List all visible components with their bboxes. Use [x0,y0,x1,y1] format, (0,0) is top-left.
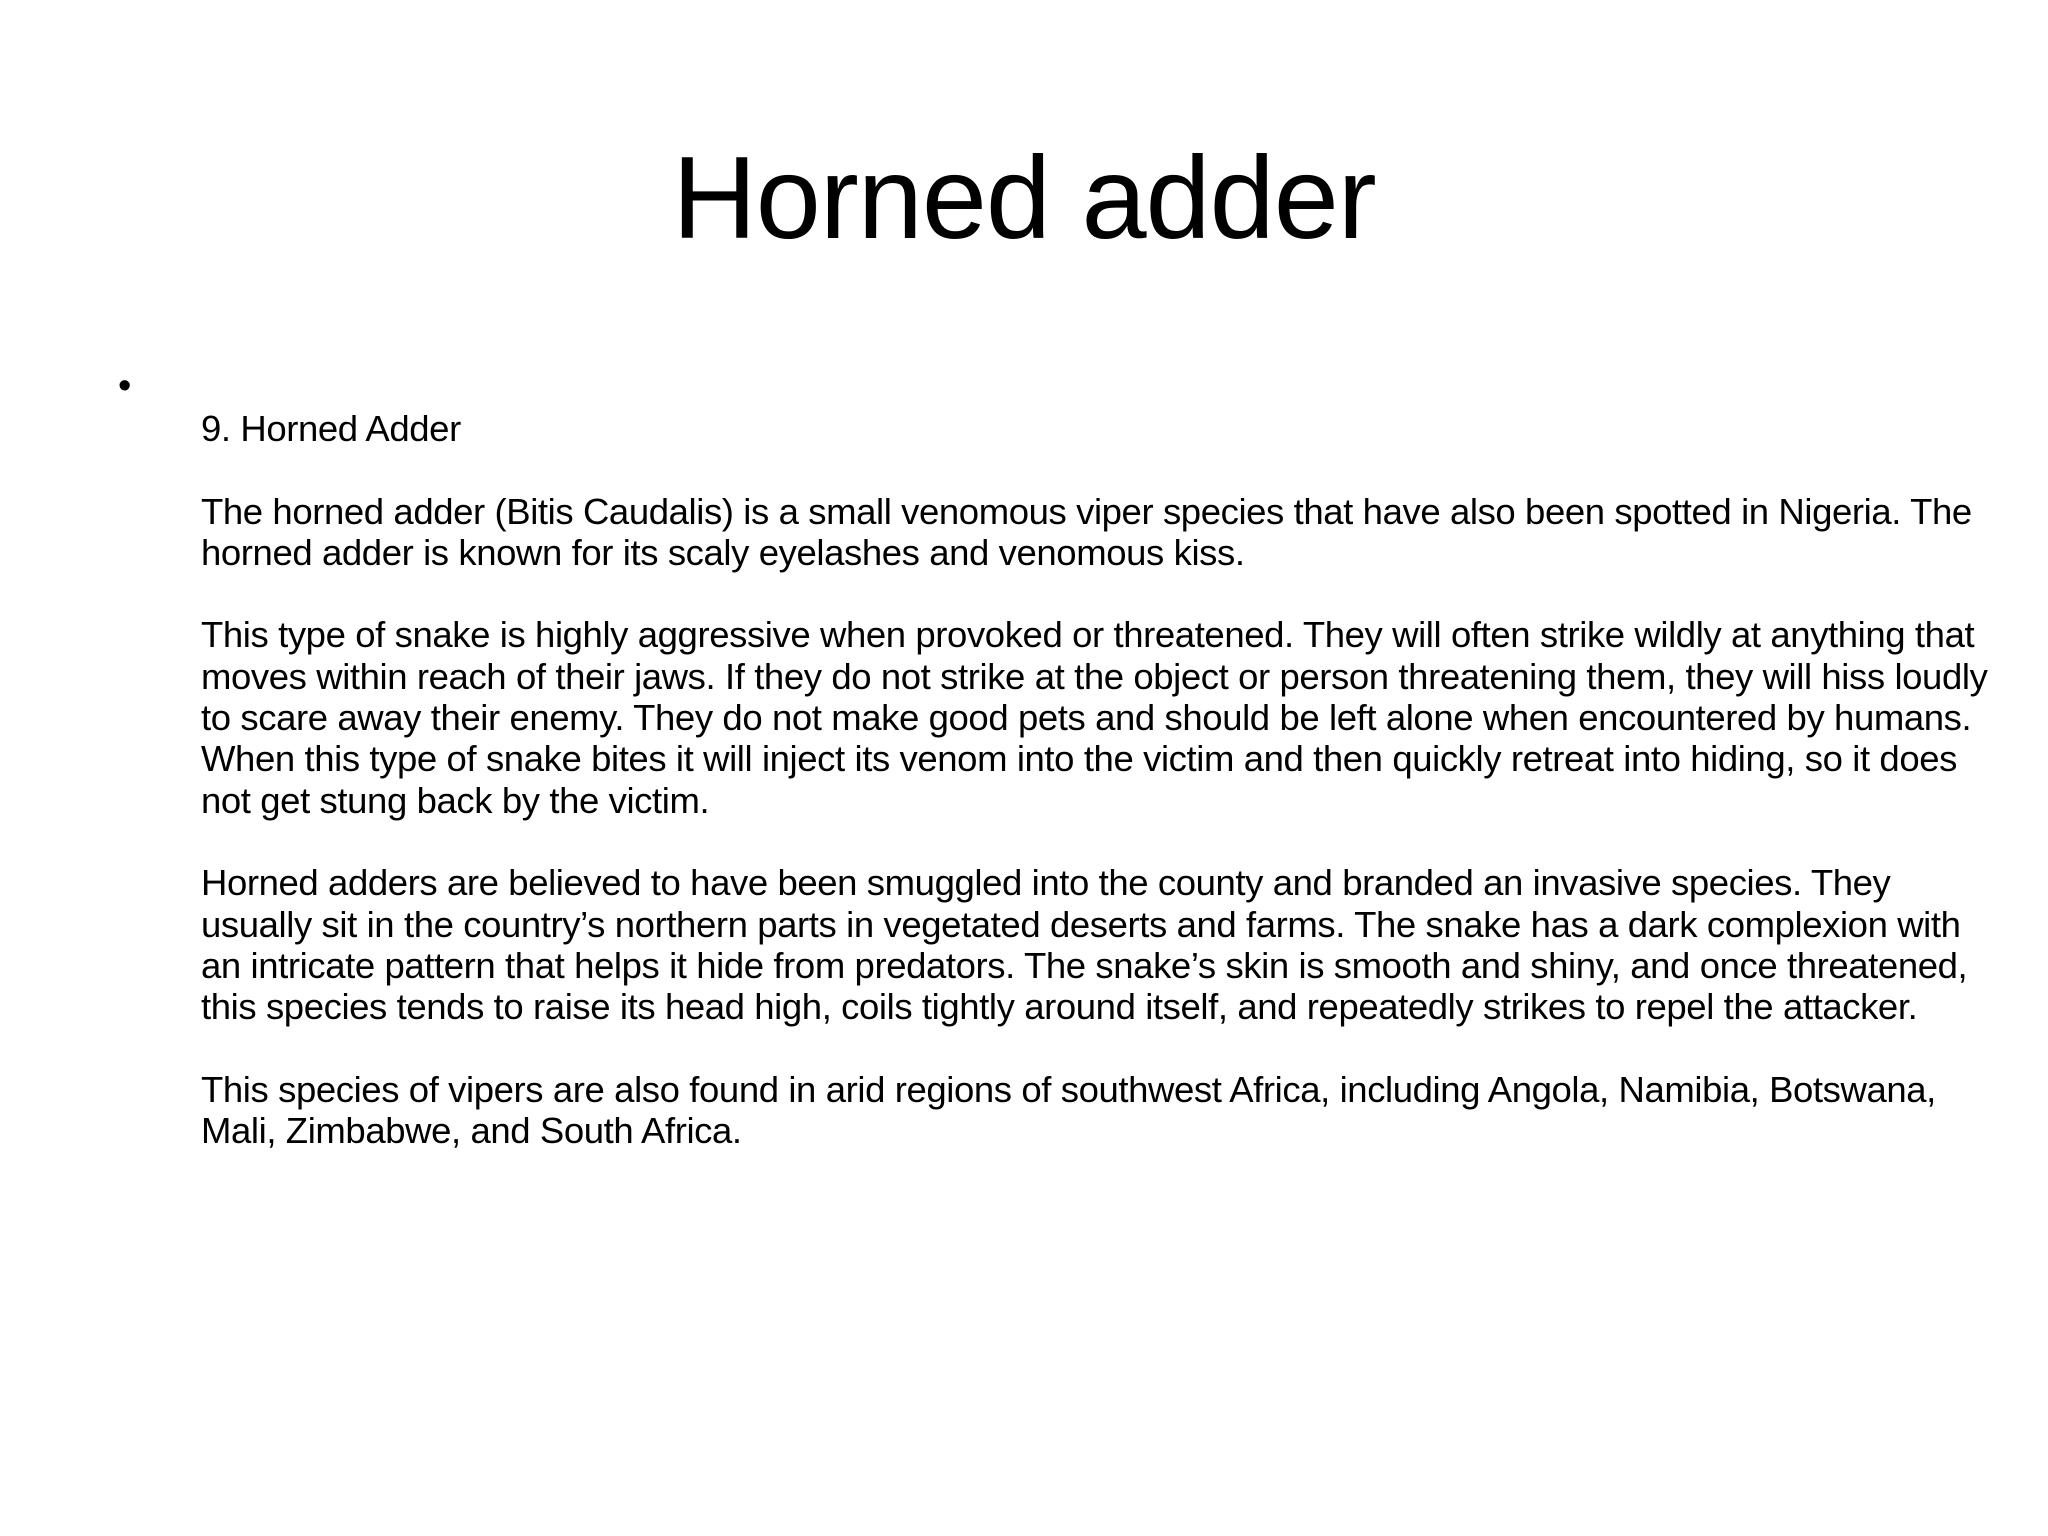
slide-body [201,408,1991,1151]
paragraph-intro: The horned adder (Bitis Caudalis) is a small venomous viper species that have also been spotted in Nigeria. The horned adder is known for its scaly eyelashes and venomous kiss. [201,490,1972,573]
item-heading: 9. Horned Adder [201,408,461,449]
slide-title: Horned adder [672,132,1376,263]
paragraph-habitat: Horned adders are believed to have been smuggled into the county and branded an invasive species. They usually sit in the country’s northern parts in vegetated deserts and farms. The snake has a dark complexion with an intricate pattern that helps it hide from predators. The snake’s skin is smooth and shiny, and once threatened, this species tends to raise its head high, coils tightly around itself, and repeatedly strikes to repel the attacker. [201,862,1968,1028]
bullet-marker: • [118,365,132,407]
paragraph-range: This species of vipers are also found in arid regions of southwest Africa, including Angola, Namibia, Botswana, Mali, Zimbabwe, and South Africa. [201,1068,1936,1152]
paragraph-behavior: This type of snake is highly aggressive when provoked or threatened. They will often strike wildly at anything that moves within reach of their jaws. If they do not strike at the object or person threatening them, they will hiss loudly to scare away their enemy. They do not make good pets and should be left alone when encountered by humans. When this type of snake bites it will inject its venom into the victim and then quickly retreat into hiding, so it does not get stung back by the victim. [201,614,1988,821]
